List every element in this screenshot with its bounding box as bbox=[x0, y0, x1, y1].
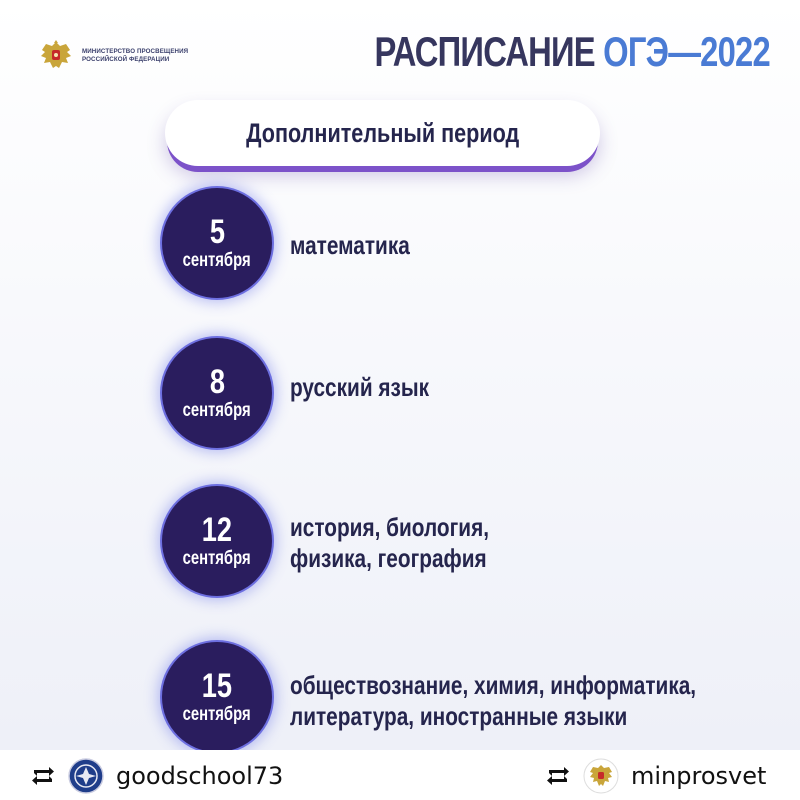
date-circle bbox=[162, 486, 272, 596]
school-avatar-icon[interactable] bbox=[68, 758, 104, 794]
schedule-row bbox=[162, 188, 782, 298]
date-day: 12 bbox=[201, 511, 233, 549]
repost-icon bbox=[545, 765, 571, 787]
subjects bbox=[290, 230, 706, 261]
subjects-line-2: физика, география bbox=[290, 543, 487, 573]
subjects bbox=[290, 670, 706, 732]
subjects-line-1: русский язык bbox=[290, 372, 430, 402]
ministry-logo bbox=[36, 36, 232, 76]
period-badge bbox=[165, 100, 600, 166]
subjects-line-1: обществознание, химия, информатика, bbox=[290, 670, 697, 700]
subjects bbox=[290, 512, 706, 574]
page-title bbox=[375, 28, 770, 76]
subjects-line-1: математика bbox=[290, 230, 410, 260]
date-circle bbox=[162, 188, 272, 298]
subjects bbox=[290, 372, 706, 403]
repost-source-right[interactable] bbox=[545, 754, 766, 798]
title-schedule: РАСПИСАНИЕ bbox=[374, 28, 595, 75]
ministry-line-1: МИНИСТЕРСТВО ПРОСВЕЩЕНИЯ bbox=[82, 48, 189, 55]
date-month: сентября bbox=[182, 250, 252, 271]
subjects-line-2: литература, иностранные языки bbox=[290, 701, 628, 731]
repost-source-left[interactable] bbox=[30, 754, 283, 798]
date-day: 5 bbox=[209, 213, 225, 251]
account-name-left[interactable]: goodschool73 bbox=[116, 762, 284, 790]
account-name-right[interactable]: minprosvet bbox=[631, 762, 767, 790]
subjects-line-1: история, биология, bbox=[290, 512, 489, 542]
date-month: сентября bbox=[182, 704, 252, 725]
date-month: сентября bbox=[182, 548, 252, 569]
date-day: 8 bbox=[209, 363, 225, 401]
repost-icon bbox=[30, 765, 56, 787]
schedule-row bbox=[162, 486, 782, 596]
date-month: сентября bbox=[182, 400, 252, 421]
schedule-row bbox=[162, 642, 782, 750]
date-circle bbox=[162, 642, 272, 750]
period-label: Дополнительный период bbox=[245, 117, 520, 148]
schedule-row bbox=[162, 338, 782, 448]
date-circle bbox=[162, 338, 272, 448]
ministry-line-2: РОССИЙСКОЙ ФЕДЕРАЦИИ bbox=[82, 56, 170, 63]
date-day: 15 bbox=[201, 667, 233, 705]
ministry-name bbox=[82, 48, 232, 64]
ministry-avatar-icon[interactable] bbox=[583, 758, 619, 794]
repost-bar bbox=[0, 750, 800, 800]
eagle-emblem-icon bbox=[36, 36, 76, 76]
title-exam-year: ОГЭ—2022 bbox=[603, 28, 770, 75]
